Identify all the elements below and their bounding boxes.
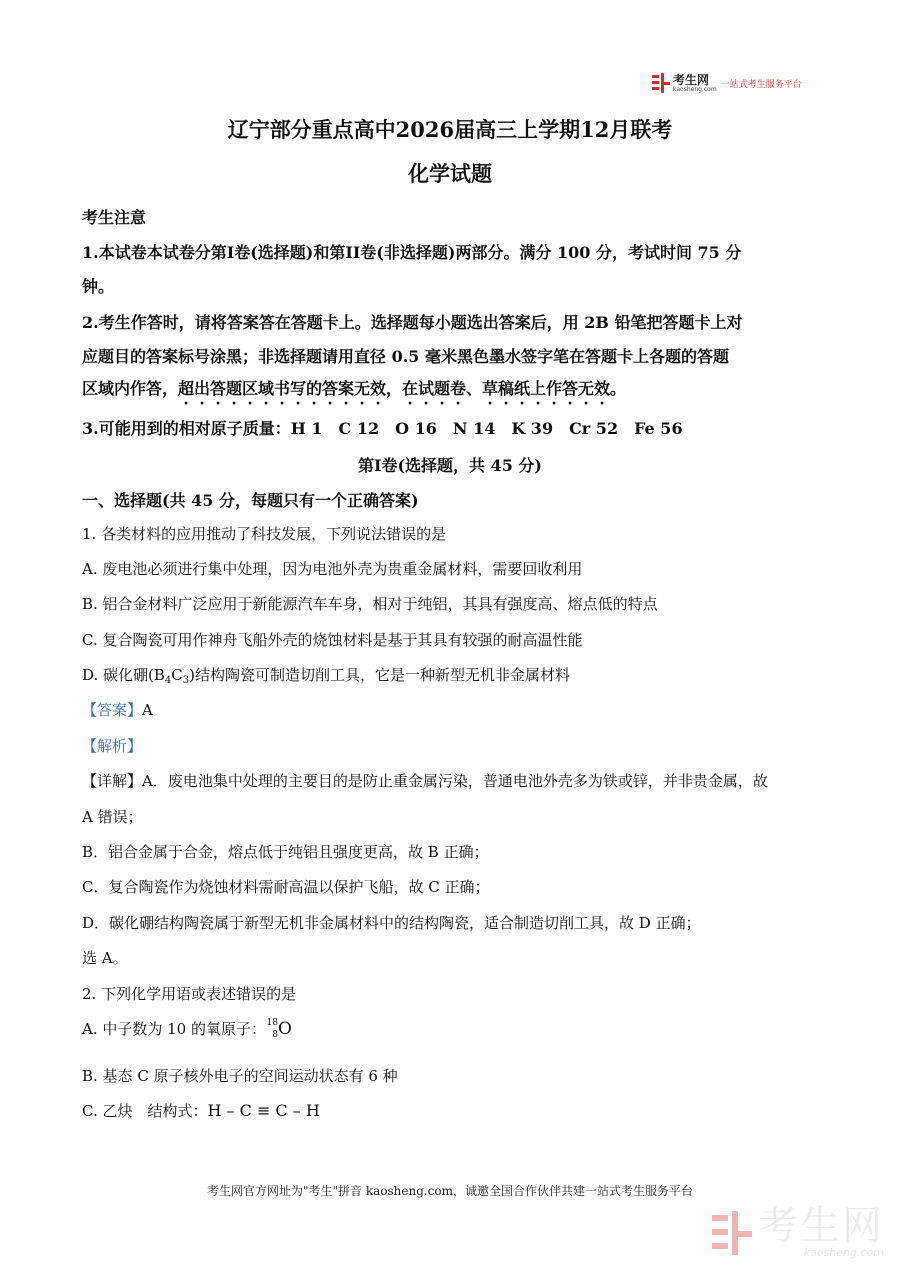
answer-tag: 【答案】 bbox=[82, 701, 143, 719]
q2-option-c bbox=[82, 1100, 320, 1121]
section-heading: 一、选择题(共 45 分，每题只有一个正确答案) bbox=[82, 491, 419, 510]
q1-option-b: B. 铝合金材料广泛应用于新能源汽车车身，相对于纯铝，其具有强度高、熔点低的特点 bbox=[82, 595, 658, 613]
q2-stem: 2. 下列化学用语或表述错误的是 bbox=[82, 985, 297, 1003]
q1-option-d-prefix: D. 碳化硼(B bbox=[82, 666, 165, 684]
answer-value: A bbox=[142, 701, 153, 719]
notice-item-2-line-3 bbox=[82, 376, 626, 408]
exam-title: 辽宁部分重点高中2026届高三上学期12月联考 bbox=[227, 117, 673, 142]
notice-emphasis: 超出答题区域书写的答案无效，在试题卷、草稿纸上作答无效 bbox=[178, 379, 611, 398]
watermark-name: 考生网 bbox=[758, 1203, 884, 1249]
q1-option-d-subscript-2: 3 bbox=[182, 675, 190, 686]
q2-option-a-text: A. 中子数为 10 的氧原子： bbox=[82, 1020, 266, 1038]
q1-detail-line-2: A 错误； bbox=[82, 808, 143, 826]
q1-option-c: C. 复合陶瓷可用作神舟飞船外壳的烧蚀材料是基于其具有较强的耐高温性能 bbox=[82, 631, 583, 649]
kaosheng-logo-icon bbox=[652, 73, 670, 93]
q1-option-d bbox=[82, 664, 570, 686]
logo-name: 考生网 bbox=[673, 72, 710, 87]
notice-item-1-line-1: 1.本试卷本试卷分第I卷(选择题)和第II卷(非选择题)两部分。满分 100 分，考试时间 75 分 bbox=[82, 243, 742, 262]
notice-heading: 考生注意 bbox=[82, 208, 147, 227]
footer-text: 考生网官方网址为"考生"拼音 kaosheng.com，诚邀全国合作伙伴共建一站式考生服务平台 bbox=[206, 1184, 694, 1198]
q1-option-d-subscript-1: 4 bbox=[164, 675, 172, 686]
subject-title: 化学试题 bbox=[408, 161, 492, 186]
q1-detail-b: B．铝合金属于合金，熔点低于纯铝且强度更高，故 B 正确； bbox=[82, 843, 489, 861]
analysis-tag: 【解析】 bbox=[82, 737, 143, 755]
q1-option-d-suffix: )结构陶瓷可制造切削工具，它是一种新型无机非金属材料 bbox=[189, 666, 570, 684]
notice-item-2-line-3-start: 区域内作答， bbox=[82, 379, 179, 398]
logo-domain: kaosheng.com bbox=[673, 85, 717, 93]
acetylene-formula: H – C ≡ C – H bbox=[207, 1101, 320, 1120]
watermark-logo-icon bbox=[712, 1211, 752, 1255]
q2-option-b: B. 基态 C 原子核外电子的空间运动状态有 6 种 bbox=[82, 1067, 398, 1085]
notice-item-2-line-2: 应题目的答案标号涂黑；非选择题请用直径 0.5 毫米黑色墨水签字笔在答题卡上各题的答题 bbox=[82, 347, 729, 366]
atomic-number: 8 bbox=[272, 1030, 278, 1040]
q2-option-a bbox=[82, 1018, 292, 1040]
notice-item-3: 3.可能用到的相对原子质量：H 1 C 12 O 16 N 14 K 39 Cr 52 Fe 56 bbox=[82, 419, 683, 438]
oxygen-isotope-notation bbox=[266, 1020, 278, 1040]
logo-slogan: 一站式考生服务平台 bbox=[720, 79, 802, 90]
notice-item-1-line-2: 钟。 bbox=[82, 277, 115, 296]
q1-detail-c: C．复合陶瓷作为烧蚀材料需耐高温以保护飞船，故 C 正确； bbox=[82, 878, 490, 896]
q1-option-a: A. 废电池必须进行集中处理，因为电池外壳为贵重金属材料，需要回收利用 bbox=[82, 560, 583, 578]
notice-item-2-line-1: 2.考生作答时，请将答案答在答题卡上。选择题每小题选出答案后，用 2B 铅笔把答题卡上对 bbox=[82, 313, 743, 332]
part-title: 第I卷(选择题，共 45 分) bbox=[357, 456, 543, 475]
q1-detail-line-1: 【详解】A．废电池集中处理的主要目的是防止重金属污染，普通电池外壳多为铁或锌，并非贵金属，故 bbox=[82, 772, 768, 790]
q1-detail-end: 选 A。 bbox=[82, 949, 128, 967]
q1-stem: 1. 各类材料的应用推动了科技发展，下列说法错误的是 bbox=[82, 525, 447, 543]
q1-answer bbox=[82, 699, 153, 720]
q1-option-d-carbon: C bbox=[171, 666, 183, 684]
element-symbol: O bbox=[278, 1019, 292, 1039]
mass-number: 18 bbox=[266, 1018, 278, 1028]
q1-detail-d: D．碳化硼结构陶瓷属于新型无机非金属材料中的结构陶瓷，适合制造切削工具，故 D 正确； bbox=[82, 914, 701, 932]
notice-item-2-line-3-end: 。 bbox=[610, 379, 627, 398]
watermark bbox=[712, 1203, 884, 1259]
header-logo bbox=[652, 70, 802, 96]
watermark-domain: kaosheng.com bbox=[803, 1246, 884, 1259]
q2-option-c-text: C. 乙炔 结构式： bbox=[82, 1102, 208, 1120]
